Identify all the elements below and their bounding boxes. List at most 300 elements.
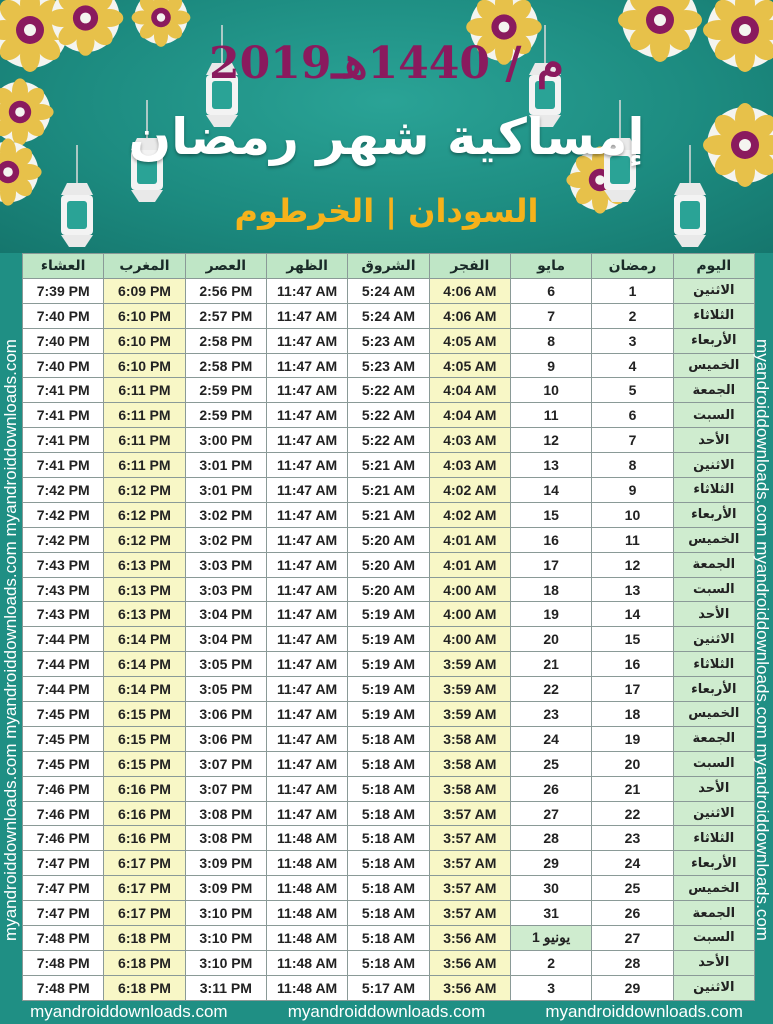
table-cell: 6:15 PM: [104, 726, 185, 751]
table-cell: 11:47 AM: [266, 403, 347, 428]
table-cell: الأربعاء: [673, 677, 754, 702]
table-cell: 4: [592, 353, 673, 378]
column-header: العشاء: [23, 254, 104, 279]
table-cell: 4:06 AM: [429, 278, 510, 303]
table-cell: 6:11 PM: [104, 378, 185, 403]
table-cell: 7:40 PM: [23, 328, 104, 353]
table-row: [23, 826, 755, 851]
column-header: العصر: [185, 254, 266, 279]
table-header-row: [23, 254, 755, 279]
table-cell: 6:10 PM: [104, 328, 185, 353]
table-cell: 7:42 PM: [23, 478, 104, 503]
table-cell: السبت: [673, 403, 754, 428]
table-cell: 6:10 PM: [104, 303, 185, 328]
table-cell: 11:47 AM: [266, 552, 347, 577]
table-cell: 6:18 PM: [104, 975, 185, 1000]
table-cell: الخميس: [673, 527, 754, 552]
table-cell: 8: [510, 328, 591, 353]
table-cell: 4:00 AM: [429, 602, 510, 627]
table-cell: 3:07 PM: [185, 776, 266, 801]
table-cell: 6:09 PM: [104, 278, 185, 303]
table-cell: 10: [510, 378, 591, 403]
table-cell: 2:56 PM: [185, 278, 266, 303]
table-cell: 13: [510, 453, 591, 478]
table-cell: 11: [510, 403, 591, 428]
table-cell: 4:00 AM: [429, 577, 510, 602]
table-row: [23, 478, 755, 503]
table-cell: 3:02 PM: [185, 527, 266, 552]
table-cell: 6:17 PM: [104, 851, 185, 876]
table-cell: السبت: [673, 751, 754, 776]
table-cell: 26: [592, 901, 673, 926]
table-cell: 5:21 AM: [348, 478, 429, 503]
table-cell: 11:47 AM: [266, 726, 347, 751]
table-cell: الجمعة: [673, 378, 754, 403]
table-cell: 7:41 PM: [23, 403, 104, 428]
table-cell: 4:03 AM: [429, 453, 510, 478]
table-cell: 5:18 AM: [348, 801, 429, 826]
table-cell: 11:47 AM: [266, 652, 347, 677]
table-cell: 11:47 AM: [266, 478, 347, 503]
table-cell: 24: [510, 726, 591, 751]
table-row: [23, 378, 755, 403]
table-cell: السبت: [673, 926, 754, 951]
table-cell: 11:47 AM: [266, 801, 347, 826]
table-cell: الاثنين: [673, 801, 754, 826]
table-cell: 3:04 PM: [185, 627, 266, 652]
table-cell: 11:48 AM: [266, 876, 347, 901]
table-cell: الأربعاء: [673, 328, 754, 353]
table-cell: 5:20 AM: [348, 577, 429, 602]
table-cell: 3:08 PM: [185, 826, 266, 851]
table-row: [23, 403, 755, 428]
table-cell: 7:40 PM: [23, 353, 104, 378]
table-cell: 26: [510, 776, 591, 801]
table-cell: 6:12 PM: [104, 502, 185, 527]
table-cell: 7:44 PM: [23, 652, 104, 677]
table-cell: 7:45 PM: [23, 726, 104, 751]
table-cell: 5:20 AM: [348, 552, 429, 577]
table-cell: 6:17 PM: [104, 876, 185, 901]
table-cell: 29: [510, 851, 591, 876]
table-cell: 11:47 AM: [266, 776, 347, 801]
table-cell: 15: [592, 627, 673, 652]
table-cell: 11:47 AM: [266, 303, 347, 328]
table-cell: 7:40 PM: [23, 303, 104, 328]
table-cell: 3:05 PM: [185, 677, 266, 702]
table-cell: الثلاثاء: [673, 303, 754, 328]
table-cell: 3:57 AM: [429, 901, 510, 926]
table-cell: 11:48 AM: [266, 950, 347, 975]
table-cell: 3:05 PM: [185, 652, 266, 677]
table-row: [23, 353, 755, 378]
year-heading: 2019م / 1440هـ: [209, 38, 564, 89]
table-cell: 3:00 PM: [185, 428, 266, 453]
timetable: [22, 253, 755, 1001]
table-cell: 5:18 AM: [348, 901, 429, 926]
table-cell: 7:41 PM: [23, 428, 104, 453]
table-cell: 3:09 PM: [185, 876, 266, 901]
table-row: [23, 851, 755, 876]
table-cell: 11:47 AM: [266, 702, 347, 727]
table-cell: 11:48 AM: [266, 851, 347, 876]
table-cell: 7:46 PM: [23, 826, 104, 851]
table-cell: 24: [592, 851, 673, 876]
column-header: اليوم: [673, 254, 754, 279]
table-cell: 7:48 PM: [23, 950, 104, 975]
table-cell: 22: [510, 677, 591, 702]
table-cell: 3:02 PM: [185, 502, 266, 527]
table-row: [23, 428, 755, 453]
table-row: [23, 950, 755, 975]
table-cell: 20: [510, 627, 591, 652]
table-cell: 7:47 PM: [23, 876, 104, 901]
table-cell: 3:58 AM: [429, 751, 510, 776]
column-header: الظهر: [266, 254, 347, 279]
table-cell: 7:46 PM: [23, 801, 104, 826]
table-cell: الأحد: [673, 602, 754, 627]
table-cell: 4:05 AM: [429, 328, 510, 353]
table-cell: الاثنين: [673, 453, 754, 478]
table-cell: 11:47 AM: [266, 751, 347, 776]
table-cell: 3:03 PM: [185, 577, 266, 602]
table-row: [23, 453, 755, 478]
table-cell: 18: [592, 702, 673, 727]
table-row: [23, 577, 755, 602]
table-cell: 7:44 PM: [23, 677, 104, 702]
footer-watermark: [0, 1000, 773, 1024]
table-cell: 11:48 AM: [266, 975, 347, 1000]
table-cell: 7: [510, 303, 591, 328]
table-cell: 11:47 AM: [266, 353, 347, 378]
table-cell: 5:18 AM: [348, 851, 429, 876]
table-cell: 28: [592, 950, 673, 975]
table-cell: 5:19 AM: [348, 677, 429, 702]
table-cell: 7:45 PM: [23, 751, 104, 776]
table-cell: 6:12 PM: [104, 527, 185, 552]
table-cell: 3:57 AM: [429, 851, 510, 876]
table-cell: 1: [592, 278, 673, 303]
table-cell: 7:47 PM: [23, 901, 104, 926]
table-cell: 11:48 AM: [266, 926, 347, 951]
table-cell: 13: [592, 577, 673, 602]
table-row: [23, 602, 755, 627]
table-cell: 4:04 AM: [429, 378, 510, 403]
table-cell: 2:59 PM: [185, 403, 266, 428]
table-cell: 12: [510, 428, 591, 453]
table-cell: 5:18 AM: [348, 950, 429, 975]
table-cell: 11:48 AM: [266, 901, 347, 926]
column-header: الفجر: [429, 254, 510, 279]
table-cell: 11:47 AM: [266, 328, 347, 353]
table-cell: 22: [592, 801, 673, 826]
table-cell: 3:57 AM: [429, 801, 510, 826]
table-cell: 4:01 AM: [429, 552, 510, 577]
table-cell: 5:22 AM: [348, 428, 429, 453]
table-cell: 1 يونيو: [510, 926, 591, 951]
table-cell: 25: [592, 876, 673, 901]
table-cell: 3:56 AM: [429, 950, 510, 975]
table-cell: 27: [510, 801, 591, 826]
table-cell: 11:47 AM: [266, 378, 347, 403]
table-cell: 2:57 PM: [185, 303, 266, 328]
table-cell: 4:05 AM: [429, 353, 510, 378]
table-cell: 5:17 AM: [348, 975, 429, 1000]
table-cell: 5:19 AM: [348, 627, 429, 652]
table-row: [23, 627, 755, 652]
table-cell: 7:42 PM: [23, 527, 104, 552]
table-cell: 6:16 PM: [104, 826, 185, 851]
watermark-left: myandroiddownloads.com myandroiddownloads.com myandroiddownloads.com: [1, 339, 20, 941]
table-row: [23, 801, 755, 826]
table-cell: 11:47 AM: [266, 627, 347, 652]
table-cell: 11:47 AM: [266, 453, 347, 478]
table-cell: 2: [510, 950, 591, 975]
table-cell: 6:13 PM: [104, 552, 185, 577]
table-cell: 3:07 PM: [185, 751, 266, 776]
table-cell: 5:19 AM: [348, 702, 429, 727]
table-cell: 6: [592, 403, 673, 428]
table-row: [23, 876, 755, 901]
table-cell: 3:10 PM: [185, 926, 266, 951]
table-cell: 4:06 AM: [429, 303, 510, 328]
table-cell: 6:14 PM: [104, 677, 185, 702]
table-cell: 27: [592, 926, 673, 951]
table-cell: 5:23 AM: [348, 353, 429, 378]
table-cell: الأحد: [673, 776, 754, 801]
table-cell: 16: [592, 652, 673, 677]
table-cell: 11:47 AM: [266, 527, 347, 552]
table-cell: 2:58 PM: [185, 353, 266, 378]
table-cell: 11:47 AM: [266, 677, 347, 702]
table-cell: 10: [592, 502, 673, 527]
table-cell: 11:47 AM: [266, 502, 347, 527]
table-cell: 4:01 AM: [429, 527, 510, 552]
footer-watermark-text: myandroiddownloads.com: [30, 1002, 228, 1021]
table-cell: 3:59 AM: [429, 652, 510, 677]
table-cell: 6:11 PM: [104, 428, 185, 453]
table-cell: الأحد: [673, 428, 754, 453]
table-cell: 7:47 PM: [23, 851, 104, 876]
table-cell: 4:04 AM: [429, 403, 510, 428]
table-cell: 23: [510, 702, 591, 727]
table-cell: 11:47 AM: [266, 602, 347, 627]
table-row: [23, 901, 755, 926]
table-cell: 4:00 AM: [429, 627, 510, 652]
table-cell: 5: [592, 378, 673, 403]
table-cell: 11:47 AM: [266, 428, 347, 453]
table-row: [23, 502, 755, 527]
table-row: [23, 652, 755, 677]
table-cell: الأربعاء: [673, 502, 754, 527]
table-cell: 7:41 PM: [23, 378, 104, 403]
table-cell: 8: [592, 453, 673, 478]
table-cell: 5:22 AM: [348, 403, 429, 428]
table-cell: السبت: [673, 577, 754, 602]
table-cell: الثلاثاء: [673, 652, 754, 677]
table-cell: 7:43 PM: [23, 602, 104, 627]
table-cell: 3:08 PM: [185, 801, 266, 826]
table-cell: 7:46 PM: [23, 776, 104, 801]
page-title: إمساكية شهر رمضان: [128, 108, 645, 166]
table-cell: الثلاثاء: [673, 478, 754, 503]
table-cell: 6:11 PM: [104, 403, 185, 428]
table-row: [23, 303, 755, 328]
table-cell: 7:43 PM: [23, 577, 104, 602]
table-row: [23, 278, 755, 303]
table-cell: 5:18 AM: [348, 876, 429, 901]
table-cell: 7:41 PM: [23, 453, 104, 478]
table-cell: 2:58 PM: [185, 328, 266, 353]
table-cell: 6:16 PM: [104, 776, 185, 801]
table-cell: 21: [592, 776, 673, 801]
table-cell: 5:18 AM: [348, 826, 429, 851]
table-cell: 6:16 PM: [104, 801, 185, 826]
table-cell: 28: [510, 826, 591, 851]
table-cell: 5:23 AM: [348, 328, 429, 353]
table-cell: 3:01 PM: [185, 478, 266, 503]
table-cell: الخميس: [673, 876, 754, 901]
table-cell: 21: [510, 652, 591, 677]
table-cell: 6:14 PM: [104, 652, 185, 677]
footer-watermark-text: myandroiddownloads.com: [545, 1002, 743, 1021]
table-cell: 3:59 AM: [429, 677, 510, 702]
table-cell: 5:22 AM: [348, 378, 429, 403]
table-cell: 7:42 PM: [23, 502, 104, 527]
column-header: مايو: [510, 254, 591, 279]
table-cell: 7:48 PM: [23, 926, 104, 951]
table-cell: 6:15 PM: [104, 751, 185, 776]
table-cell: 6:18 PM: [104, 926, 185, 951]
table-cell: الأربعاء: [673, 851, 754, 876]
column-header: المغرب: [104, 254, 185, 279]
table-row: [23, 751, 755, 776]
table-cell: 7:45 PM: [23, 702, 104, 727]
table-cell: 5:18 AM: [348, 776, 429, 801]
table-cell: 2: [592, 303, 673, 328]
table-cell: 6:12 PM: [104, 478, 185, 503]
table-cell: 4:03 AM: [429, 428, 510, 453]
table-cell: 17: [592, 677, 673, 702]
table-cell: 16: [510, 527, 591, 552]
column-header: الشروق: [348, 254, 429, 279]
table-cell: 3:09 PM: [185, 851, 266, 876]
table-cell: 3:03 PM: [185, 552, 266, 577]
table-cell: 3:59 AM: [429, 702, 510, 727]
table-cell: 9: [592, 478, 673, 503]
table-cell: 5:19 AM: [348, 652, 429, 677]
table-cell: 20: [592, 751, 673, 776]
table-cell: 6:13 PM: [104, 602, 185, 627]
table-cell: 3:56 AM: [429, 975, 510, 1000]
table-cell: 3:56 AM: [429, 926, 510, 951]
table-cell: 14: [592, 602, 673, 627]
table-cell: 17: [510, 552, 591, 577]
table-row: [23, 926, 755, 951]
table-cell: 5:18 AM: [348, 726, 429, 751]
table-cell: 3:57 AM: [429, 826, 510, 851]
table-cell: 6:13 PM: [104, 577, 185, 602]
table-row: [23, 702, 755, 727]
table-cell: 3:06 PM: [185, 726, 266, 751]
table-cell: 12: [592, 552, 673, 577]
prayer-times-table: [22, 253, 755, 1001]
table-row: [23, 527, 755, 552]
table-cell: الخميس: [673, 702, 754, 727]
table-cell: 3:58 AM: [429, 776, 510, 801]
table-cell: 3:06 PM: [185, 702, 266, 727]
table-cell: 5:21 AM: [348, 502, 429, 527]
table-cell: 5:21 AM: [348, 453, 429, 478]
table-cell: 7:39 PM: [23, 278, 104, 303]
table-row: [23, 552, 755, 577]
table-row: [23, 726, 755, 751]
table-cell: 3:11 PM: [185, 975, 266, 1000]
table-cell: الثلاثاء: [673, 826, 754, 851]
table-cell: 6:11 PM: [104, 453, 185, 478]
table-cell: 19: [510, 602, 591, 627]
table-cell: 5:18 AM: [348, 751, 429, 776]
footer-watermark-text: myandroiddownloads.com: [287, 1002, 486, 1021]
table-cell: 3: [592, 328, 673, 353]
watermark-right: myandroiddownloads.com myandroiddownloads.com myandroiddownloads.com: [753, 339, 772, 941]
table-cell: 4:02 AM: [429, 502, 510, 527]
table-cell: الاثنين: [673, 278, 754, 303]
table-cell: 5:24 AM: [348, 278, 429, 303]
table-cell: الخميس: [673, 353, 754, 378]
table-cell: 2:59 PM: [185, 378, 266, 403]
table-cell: 3:57 AM: [429, 876, 510, 901]
header-banner: [0, 0, 773, 253]
table-cell: 14: [510, 478, 591, 503]
table-cell: الجمعة: [673, 552, 754, 577]
table-row: [23, 677, 755, 702]
table-cell: 5:18 AM: [348, 926, 429, 951]
table-cell: 3:10 PM: [185, 950, 266, 975]
table-row: [23, 776, 755, 801]
table-cell: 29: [592, 975, 673, 1000]
table-cell: 6:15 PM: [104, 702, 185, 727]
table-row: [23, 975, 755, 1000]
table-cell: 11:48 AM: [266, 826, 347, 851]
table-cell: 18: [510, 577, 591, 602]
table-cell: 25: [510, 751, 591, 776]
table-cell: 6:14 PM: [104, 627, 185, 652]
table-cell: 3:58 AM: [429, 726, 510, 751]
table-cell: 31: [510, 901, 591, 926]
table-cell: 15: [510, 502, 591, 527]
table-cell: 6:10 PM: [104, 353, 185, 378]
table-cell: 30: [510, 876, 591, 901]
table-cell: 7: [592, 428, 673, 453]
table-cell: 11:47 AM: [266, 278, 347, 303]
table-cell: 7:48 PM: [23, 975, 104, 1000]
table-cell: 6:18 PM: [104, 950, 185, 975]
table-cell: 11: [592, 527, 673, 552]
table-cell: الاثنين: [673, 627, 754, 652]
table-cell: 6:17 PM: [104, 901, 185, 926]
table-row: [23, 328, 755, 353]
table-cell: 9: [510, 353, 591, 378]
column-header: رمضان: [592, 254, 673, 279]
table-cell: 7:43 PM: [23, 552, 104, 577]
table-body: [23, 278, 755, 1000]
table-cell: الجمعة: [673, 726, 754, 751]
table-cell: 23: [592, 826, 673, 851]
table-cell: الأحد: [673, 950, 754, 975]
table-cell: 5:24 AM: [348, 303, 429, 328]
table-cell: 3:10 PM: [185, 901, 266, 926]
